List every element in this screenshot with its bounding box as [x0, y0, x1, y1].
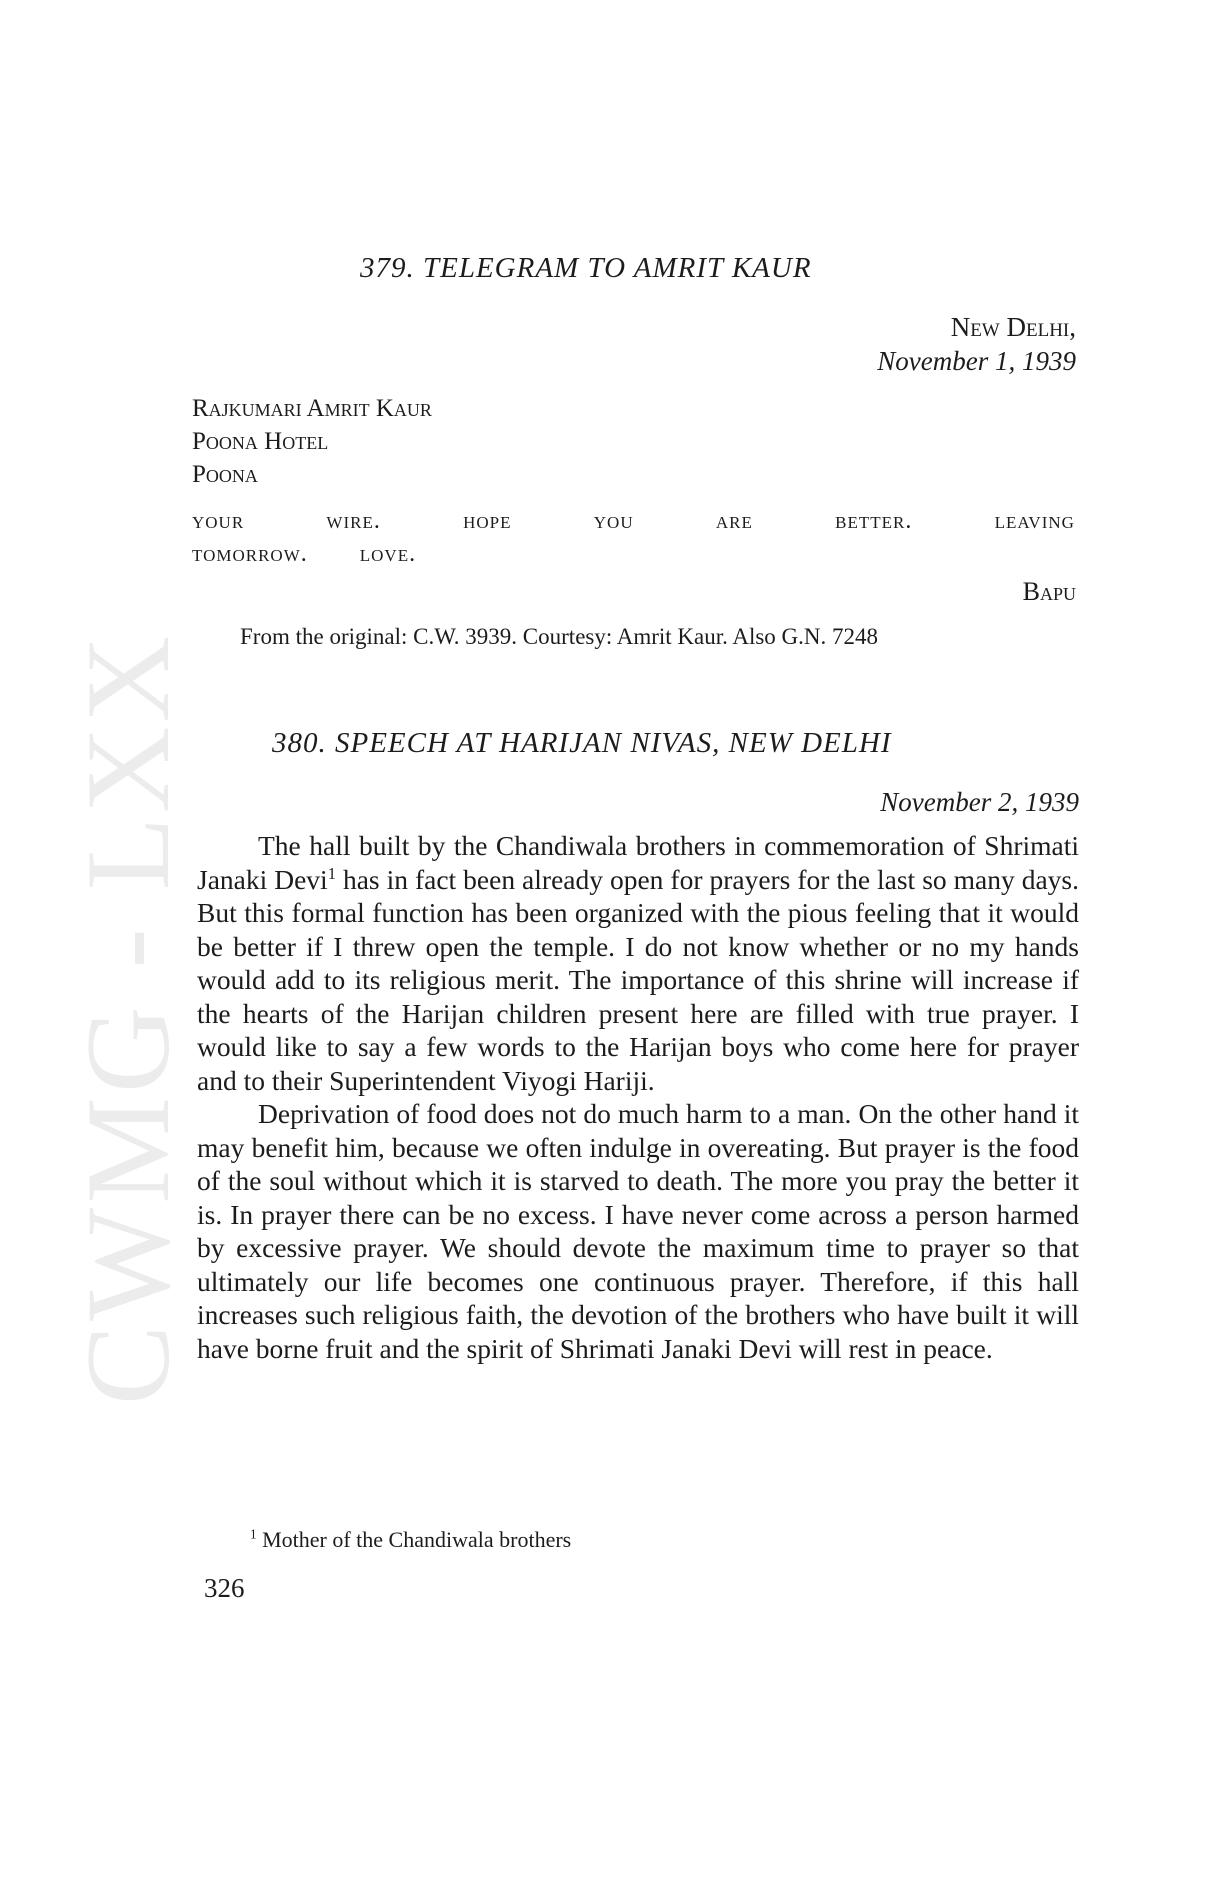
telegram-source-note: From the original: C.W. 3939. Courtesy: Amrit Kaur. Also G.N. 7248 — [240, 624, 879, 649]
paragraph-1-start: The hall built by the Chandiwala brothers in commemoration of Shrimati Janaki Devi — [197, 830, 1079, 895]
paragraph-1 — [197, 829, 1079, 1097]
wire-line-2 — [192, 538, 1075, 571]
wire-word: are — [715, 508, 753, 534]
telegram-heading: 379. TELEGRAM TO AMRIT KAUR — [360, 252, 812, 284]
wire-word: leaving — [994, 508, 1075, 534]
wire-word: you — [593, 508, 634, 534]
page-number: 326 — [204, 1573, 245, 1603]
wire-word: your — [192, 508, 245, 534]
wire-word: better. — [835, 508, 913, 534]
telegram-wire-text — [192, 505, 1075, 571]
speech-heading: 380. SPEECH AT HARIJAN NIVAS, NEW DELHI — [272, 727, 892, 759]
wire-word: tomorrow. — [192, 541, 308, 567]
footnote-text: Mother of the Chandiwala brothers — [256, 1527, 572, 1552]
telegram-date: November 1, 1939 — [877, 346, 1076, 376]
footnote-mark: 1 — [250, 1526, 257, 1542]
telegram-place: New Delhi, — [950, 312, 1076, 342]
speech-date: November 2, 1939 — [880, 787, 1079, 817]
address-line-name: Rajkumari Amrit Kaur — [192, 395, 432, 422]
footnote-ref: 1 — [327, 863, 336, 883]
wire-line-1 — [192, 505, 1075, 538]
telegram-address — [192, 392, 432, 491]
address-line-city: Poona — [192, 461, 258, 488]
watermark: CWMG - LXX — [61, 631, 194, 1405]
paragraph-2: Deprivation of food does not do much harm to a man. On the other hand it may benefit him, because we often indulge in overeating. But prayer is the food of the soul without which it is starved to death. The more you pray the better it is. In prayer there can be no excess. I have never come across a person harmed by excessive prayer. We should devote the maximum time to prayer so that ultimately our life becomes one continuous prayer. Therefore, if this hall increases such religious faith, the devotion of the brothers who have built it will have borne fruit and the spirit of Shrimati Janaki Devi will rest in peace. — [197, 1098, 1079, 1364]
paragraph-1-end: has in fact been already open for prayers for the last so many days. But this formal function has been organized with the pious feeling that it would be better if I threw open the temple. I do not know whether or no my hands would add to its religious merit. The importance of this shrine will increase if the hearts of the Harijan children present here are filled with true prayer. I would like to say a few words to the Harijan boys who come here for prayer and to their Superintendent Viyogi Hariji. — [197, 863, 1079, 1096]
telegram-signature: Bapu — [1022, 577, 1076, 606]
wire-word: wire. — [326, 508, 381, 534]
wire-word: hope — [463, 508, 512, 534]
address-line-hotel: Poona Hotel — [192, 428, 329, 455]
wire-word: love. — [359, 541, 417, 567]
footnote — [250, 1527, 571, 1553]
speech-body — [197, 829, 1079, 1365]
